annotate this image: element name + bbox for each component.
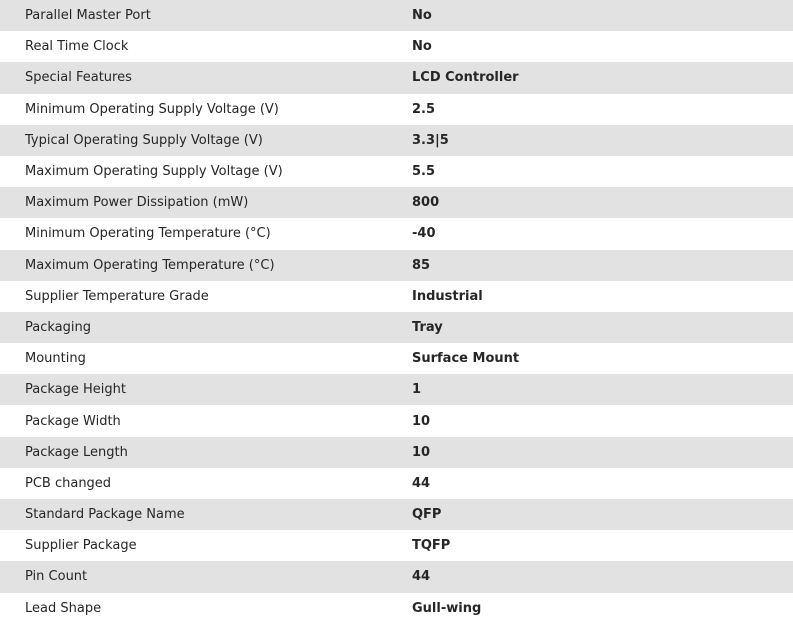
spec-label: Package Height: [25, 382, 126, 398]
spec-label: Supplier Temperature Grade: [25, 288, 209, 304]
spec-label: Maximum Operating Temperature (°C): [25, 257, 275, 273]
spec-row: [0, 312, 793, 343]
spec-label: Packaging: [25, 319, 91, 335]
spec-label: Package Width: [25, 413, 121, 429]
spec-label: Package Length: [25, 444, 128, 460]
spec-row: [0, 561, 793, 592]
spec-row: [0, 499, 793, 530]
spec-value: Gull-wing: [412, 600, 482, 616]
spec-label: Minimum Operating Temperature (°C): [25, 226, 271, 242]
spec-value: QFP: [412, 507, 442, 523]
spec-row: [0, 125, 793, 156]
spec-row: [0, 343, 793, 374]
spec-row: [0, 0, 793, 31]
spec-label: Real Time Clock: [25, 39, 129, 55]
spec-value: 44: [412, 475, 431, 491]
spec-value: 44: [412, 569, 431, 585]
spec-row: [0, 437, 793, 468]
spec-label: PCB changed: [25, 475, 112, 491]
spec-value: 2.5: [412, 101, 436, 117]
spec-label: Lead Shape: [25, 600, 102, 616]
spec-value: 5.5: [412, 164, 436, 180]
spec-label: Standard Package Name: [25, 507, 185, 523]
spec-value: 10: [412, 444, 431, 460]
spec-value: No: [412, 39, 432, 55]
spec-row: [0, 62, 793, 93]
spec-label: Typical Operating Supply Voltage (V): [25, 132, 263, 148]
spec-row: [0, 31, 793, 62]
spec-row: [0, 94, 793, 125]
spec-value: 800: [412, 195, 440, 211]
spec-row: [0, 374, 793, 405]
spec-value: Surface Mount: [412, 351, 520, 367]
spec-value: TQFP: [412, 538, 451, 554]
spec-label: Supplier Package: [25, 538, 137, 554]
spec-row: [0, 281, 793, 312]
spec-row: [0, 187, 793, 218]
spec-value: 3.3|5: [412, 132, 449, 148]
spec-value: No: [412, 8, 432, 24]
spec-row: [0, 218, 793, 249]
spec-value: LCD Controller: [412, 70, 519, 86]
spec-row: [0, 156, 793, 187]
spec-value: -40: [412, 226, 436, 242]
spec-label: Pin Count: [25, 569, 88, 585]
spec-value: Tray: [412, 319, 443, 335]
spec-label: Maximum Power Dissipation (mW): [25, 195, 249, 211]
spec-row: [0, 405, 793, 436]
spec-value: 10: [412, 413, 431, 429]
spec-label: Parallel Master Port: [25, 8, 151, 24]
spec-row: [0, 250, 793, 281]
spec-row: [0, 530, 793, 561]
spec-row: [0, 593, 793, 624]
spec-label: Mounting: [25, 351, 86, 367]
spec-label: Minimum Operating Supply Voltage (V): [25, 101, 279, 117]
spec-value: 1: [412, 382, 422, 398]
spec-value: Industrial: [412, 288, 483, 304]
spec-label: Special Features: [25, 70, 132, 86]
spec-label: Maximum Operating Supply Voltage (V): [25, 164, 283, 180]
spec-value: 85: [412, 257, 431, 273]
spec-row: [0, 468, 793, 499]
